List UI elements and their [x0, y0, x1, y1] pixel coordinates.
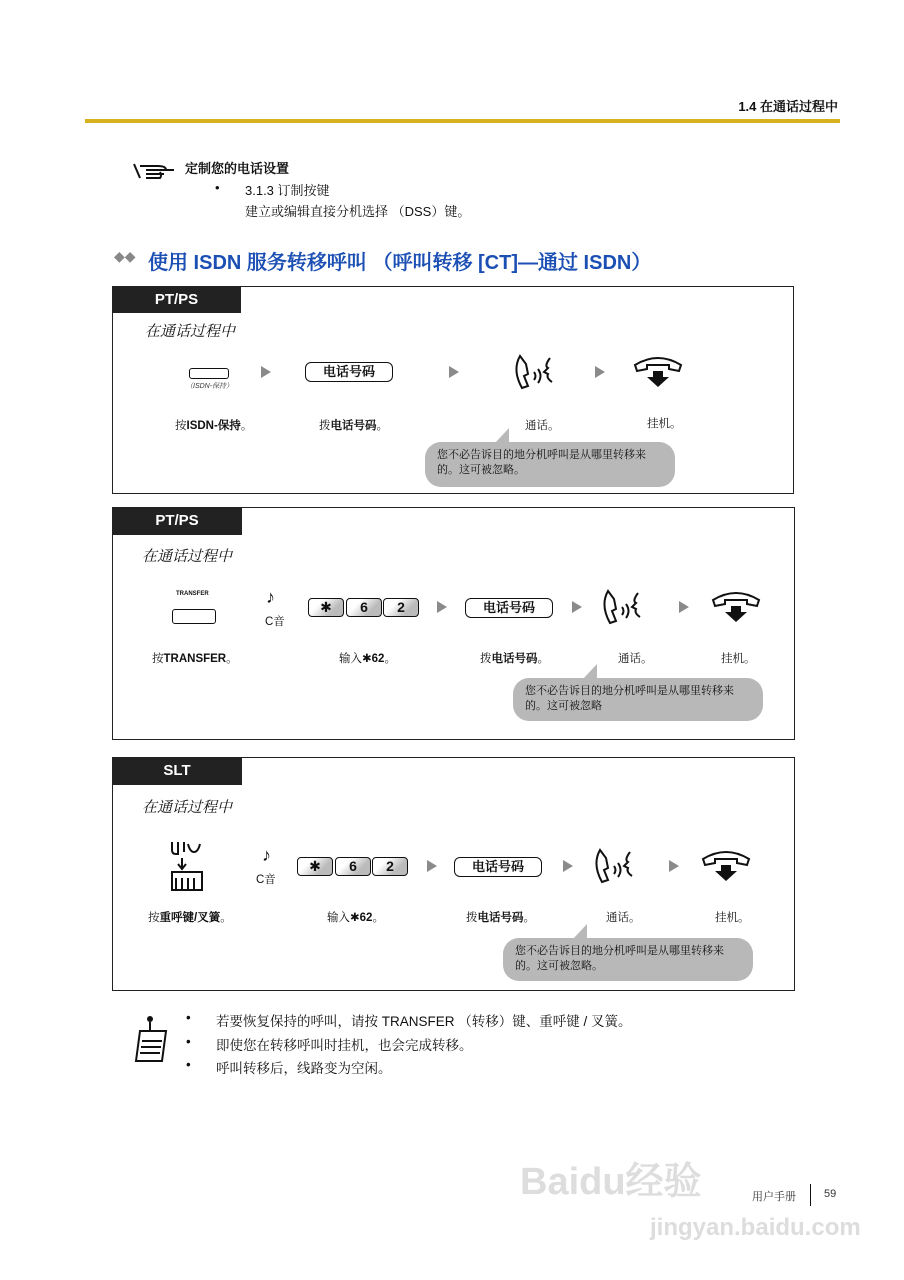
phone-number-pill: 电话号码 [465, 598, 553, 618]
tab-pt-ps: PT/PS [112, 286, 241, 313]
arrow-icon [595, 366, 605, 378]
tab-pt-ps: PT/PS [112, 507, 242, 535]
step-label-hang-up: 挂机。 [721, 653, 756, 665]
footer-divider [810, 1184, 811, 1206]
step-label-dial: 拨电话号码。 [319, 420, 388, 432]
step-label-hang-up: 挂机。 [715, 912, 750, 924]
key-6: 6 [335, 857, 371, 876]
hang-up-icon [711, 590, 761, 631]
step-label-talk: 通话。 [606, 912, 641, 924]
hang-up-icon [633, 355, 683, 396]
bullet: • [186, 1057, 191, 1072]
note-bubble: 您不必告诉目的地分机呼叫是从哪里转移来的。这可被忽略 [513, 678, 763, 721]
hang-up-icon [701, 849, 751, 890]
tab-slt: SLT [112, 757, 242, 785]
bullet: • [186, 1034, 191, 1049]
c-tone-label: C音 [265, 616, 285, 628]
page-heading: 使用 ISDN 服务转移呼叫 （呼叫转移 [CT]—通过 ISDN） [148, 252, 652, 274]
step-label-talk: 通话。 [618, 653, 653, 665]
note-item: 呼叫转移后，线路变为空闲。 [216, 1061, 392, 1076]
pointing-hand-icon [132, 160, 176, 187]
step-label-dial: 拨电话号码。 [480, 653, 549, 665]
step-label-talk: 通话。 [525, 420, 560, 432]
transfer-caption: TRANSFER [176, 591, 209, 597]
step-label-dial: 拨电话号码。 [466, 912, 535, 924]
step-label-hang-up: 挂机。 [647, 418, 682, 430]
arrow-icon [437, 601, 447, 613]
note-item: 即使您在转移呼叫时挂机，也会完成转移。 [216, 1038, 473, 1053]
talk-icon [512, 352, 556, 397]
phone-number-pill: 电话号码 [454, 857, 542, 877]
reference-link[interactable]: 3.1.3 订制按键 [245, 183, 330, 198]
key-star: ✱ [308, 598, 344, 617]
button-caption: （ISDN-保持） [186, 383, 234, 390]
talk-icon [592, 846, 636, 891]
during-call-label: 在通话过程中 [145, 323, 236, 340]
arrow-icon [669, 860, 679, 872]
bullet: • [186, 1010, 191, 1025]
arrow-icon [449, 366, 459, 378]
watermark-logo: Baidu经验 [520, 1161, 702, 1203]
transfer-button-icon [172, 609, 216, 624]
watermark-url: jingyan.baidu.com [650, 1214, 861, 1241]
note-item: 若要恢复保持的呼叫，请按 TRANSFER （转移）键、重呼键 / 叉簧。 [216, 1014, 632, 1029]
key-6: 6 [346, 598, 382, 617]
note-icon [132, 1013, 172, 1074]
during-call-label: 在通话过程中 [142, 799, 233, 816]
diamond-icon: ◆◆ [114, 248, 136, 264]
key-star: ✱ [297, 857, 333, 876]
arrow-icon [261, 366, 271, 378]
arrow-icon [563, 860, 573, 872]
section-header: 1.4 在通话过程中 [738, 99, 838, 114]
bullet: • [215, 180, 220, 195]
step-label-press-transfer: 按TRANSFER。 [152, 653, 238, 665]
key-2: 2 [372, 857, 408, 876]
step-label-press-isdn-hold: 按ISDN-保持。 [175, 420, 253, 432]
page-number: 59 [824, 1188, 837, 1200]
step-label-enter: 输入✱62。 [339, 653, 396, 665]
footer-manual: 用户手册 [752, 1191, 796, 1203]
tone-icon: ♪ [266, 587, 275, 607]
step-label-enter: 输入✱62。 [327, 912, 384, 924]
header-rule [85, 119, 840, 123]
note-bubble: 您不必告诉目的地分机呼叫是从哪里转移来的。这可被忽略。 [425, 442, 675, 487]
hookswitch-icon [166, 838, 210, 899]
c-tone-label: C音 [256, 874, 276, 886]
reference-desc: 建立或编辑直接分机选择 （DSS）键。 [245, 204, 471, 219]
phone-number-pill: 电话号码 [305, 362, 393, 382]
arrow-icon [679, 601, 689, 613]
reference-title: 定制您的电话设置 [185, 161, 290, 176]
key-2: 2 [383, 598, 419, 617]
during-call-label: 在通话过程中 [142, 548, 233, 565]
tone-icon: ♪ [262, 845, 271, 865]
note-bubble: 您不必告诉目的地分机呼叫是从哪里转移来的。这可被忽略。 [503, 938, 753, 981]
step-label-press-flash: 按重呼键/叉簧。 [148, 912, 232, 924]
isdn-hold-button-icon [189, 368, 229, 379]
talk-icon [600, 587, 644, 632]
arrow-icon [572, 601, 582, 613]
arrow-icon [427, 860, 437, 872]
